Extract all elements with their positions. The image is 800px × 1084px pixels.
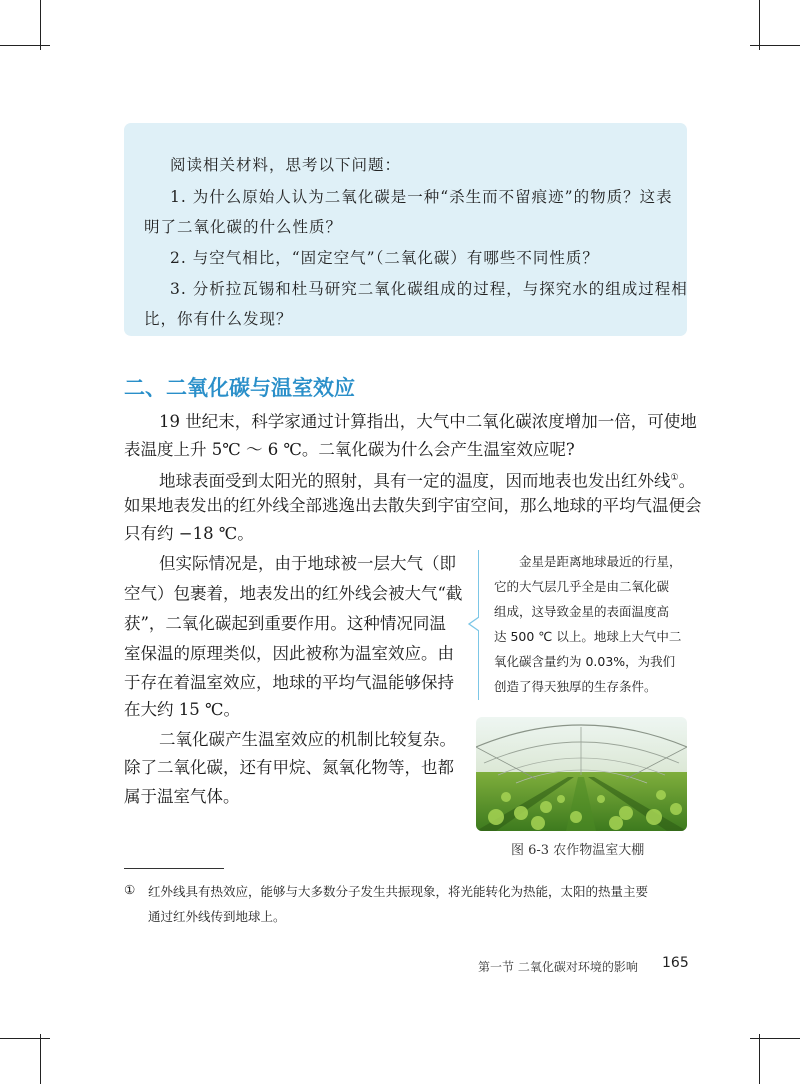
question-3-line-2: 比，你有什么发现？ (144, 310, 293, 328)
paragraph-4-line-2: 除了二氧化碳，还有甲烷、氮氧化物等，也都 (124, 758, 454, 777)
question-1-line-2: 明了二氧化碳的什么性质？ (144, 218, 343, 236)
side-note (478, 550, 694, 700)
paragraph-3-line-3: 获”，二氧化碳起到重要作用。这种情况同温 (124, 614, 446, 633)
side-note-line-4: 达 500 ℃ 以上。地球上大气中二 (494, 629, 682, 644)
question-3-line-1: 3. 分析拉瓦锡和杜马研究二氧化碳组成的过程，与探究水的组成过程相 (170, 280, 688, 298)
page-number: 165 (662, 955, 689, 971)
footnote-divider (124, 868, 224, 869)
inquiry-box (124, 123, 687, 336)
side-note-line-6: 创造了得天独厚的生存条件。 (494, 679, 657, 694)
paragraph-3-line-6: 在大约 15 ℃。 (124, 700, 240, 719)
running-head: 第一节 二氧化碳对环境的影响 (478, 960, 638, 974)
paragraph-3-line-2: 空气）包裹着，地表发出的红外线会被大气“截 (124, 584, 463, 603)
footnote-ref: ① (670, 473, 679, 483)
figure-caption: 图 6-3 农作物温室大棚 (511, 843, 645, 858)
side-note-line-3: 组成，这导致金星的表面温度高 (494, 604, 670, 619)
footnote-line-1: 红外线具有热效应，能够与大多数分子发生共振现象，将光能转化为热能，太阳的热量主要 (148, 884, 649, 899)
paragraph-1-line-1: 19 世纪末，科学家通过计算指出，大气中二氧化碳浓度增加一倍，可使地 (159, 412, 697, 431)
greenhouse-photo (476, 717, 687, 831)
side-note-line-5: 氧化碳含量约为 0.03%，为我们 (494, 654, 676, 669)
paragraph-3-line-1: 但实际情况是，由于地球被一层大气（即 (159, 554, 456, 573)
question-2: 2. 与空气相比，“固定空气”（二氧化碳）有哪些不同性质？ (170, 249, 599, 267)
paragraph-2-line-2: 如果地表发出的红外线全部逃逸出去散失到宇宙空间，那么地球的平均气温便会 (124, 496, 702, 515)
footnote-line-2: 通过红外线传到地球上。 (148, 909, 286, 924)
paragraph-2-line-1: 地球表面受到太阳光的照射，具有一定的温度，因而地表也发出红外线①。 (159, 471, 696, 491)
question-1-line-1: 1. 为什么原始人认为二氧化碳是一种“杀生而不留痕迹”的物质？这表 (170, 188, 673, 206)
side-note-line-1: 金星是距离地球最近的行星， (519, 554, 682, 569)
paragraph-4-line-3: 属于温室气体。 (124, 787, 240, 806)
pointer-icon (465, 616, 479, 632)
footnote-marker: ① (124, 882, 136, 897)
paragraph-3-line-5: 于存在着温室效应，地球的平均气温能够保持 (124, 673, 454, 692)
section-heading: 二、二氧化碳与温室效应 (124, 376, 355, 400)
paragraph-3-line-4: 室保温的原理类似，因此被称为温室效应。由 (124, 644, 454, 663)
paragraph-2-line-3: 只有约 −18 ℃。 (124, 524, 254, 543)
inquiry-intro: 阅读相关材料，思考以下问题： (170, 156, 402, 174)
paragraph-4-line-1: 二氧化碳产生温室效应的机制比较复杂。 (159, 730, 456, 749)
paragraph-1-line-2: 表温度上升 5℃ ～ 6 ℃。二氧化碳为什么会产生温室效应呢? (124, 440, 575, 459)
side-note-line-2: 它的大气层几乎全是由二氧化碳 (494, 579, 670, 594)
